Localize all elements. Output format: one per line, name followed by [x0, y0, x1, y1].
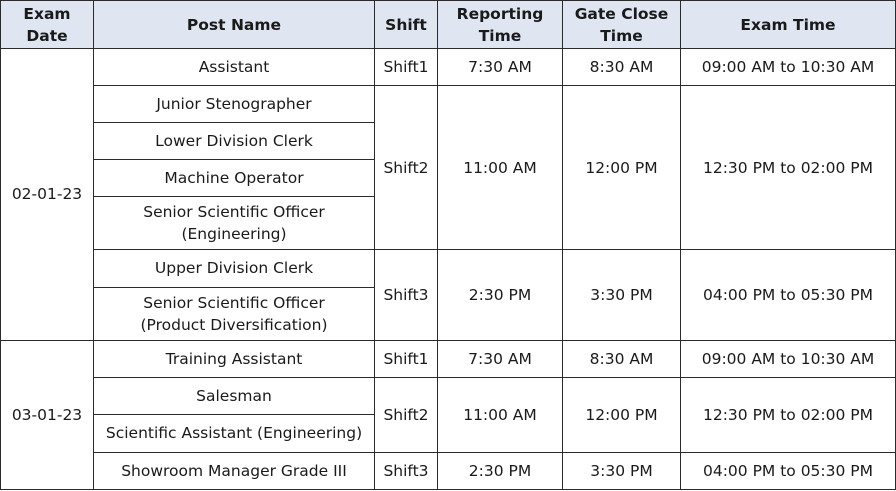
post-name-cell	[94, 452, 375, 489]
post-name-cell-text: Salesman	[196, 386, 272, 405]
post-name-cell-text: Training Assistant	[165, 349, 303, 368]
table-row	[1, 250, 896, 287]
shift-cell	[375, 86, 438, 250]
exam-date-cell-text: 02-01-23	[11, 185, 83, 204]
exam-time-cell	[681, 86, 896, 250]
header-reporting-time	[438, 1, 563, 49]
reporting-time-cell	[438, 86, 563, 250]
header-post-name	[94, 1, 375, 49]
header-reporting-time-label: Reporting Time	[456, 4, 544, 45]
table-row	[1, 86, 896, 123]
post-name-cell-text: Senior Scientific Officer (Engineering)	[143, 203, 325, 244]
reporting-time-cell	[438, 377, 563, 452]
post-name-cell	[94, 160, 375, 197]
post-name-cell-text: Assistant	[198, 58, 270, 77]
table-row	[1, 452, 896, 489]
gate-close-time-cell	[563, 86, 681, 250]
exam-time-cell-text: 04:00 PM to 05:30 PM	[702, 461, 874, 480]
shift-cell-text: Shift1	[383, 349, 429, 368]
shift-cell-text: Shift3	[383, 461, 429, 480]
exam-date-cell	[1, 340, 94, 489]
table-row	[1, 340, 896, 377]
exam-date-cell	[1, 49, 94, 341]
exam-time-cell-text: 09:00 AM to 10:30 AM	[701, 58, 875, 77]
header-exam-date	[1, 1, 94, 49]
post-name-cell-text: Machine Operator	[164, 169, 304, 188]
post-name-cell	[94, 197, 375, 250]
header-row	[1, 1, 896, 49]
reporting-time-cell-text: 2:30 PM	[468, 286, 532, 305]
shift-cell	[375, 250, 438, 340]
gate-close-time-cell-text: 3:30 PM	[590, 286, 653, 305]
shift-cell	[375, 452, 438, 489]
post-name-cell	[94, 49, 375, 86]
shift-cell	[375, 340, 438, 377]
exam-time-cell	[681, 49, 896, 86]
header-gate-close-time	[563, 1, 681, 49]
shift-cell-text: Shift2	[383, 158, 429, 177]
post-name-cell	[94, 340, 375, 377]
exam-time-cell	[681, 377, 896, 452]
shift-cell-text: Shift3	[383, 286, 429, 305]
exam-date-cell-text: 03-01-23	[11, 405, 83, 424]
post-name-cell	[94, 123, 375, 160]
reporting-time-cell	[438, 49, 563, 86]
reporting-time-cell-text: 7:30 AM	[468, 58, 532, 77]
gate-close-time-cell-text: 8:30 AM	[589, 349, 654, 368]
shift-cell-text: Shift1	[383, 58, 429, 77]
reporting-time-cell	[438, 250, 563, 340]
header-shift	[375, 1, 438, 49]
post-name-cell-text: Showroom Manager Grade III	[121, 461, 347, 480]
gate-close-time-cell-text: 3:30 PM	[590, 461, 653, 480]
gate-close-time-cell	[563, 250, 681, 340]
gate-close-time-cell	[563, 340, 681, 377]
shift-cell-text: Shift2	[383, 405, 429, 424]
reporting-time-cell	[438, 340, 563, 377]
shift-cell	[375, 377, 438, 452]
table-row	[1, 49, 896, 86]
header-exam-time	[681, 1, 896, 49]
reporting-time-cell-text: 7:30 AM	[468, 349, 532, 368]
gate-close-time-cell-text: 12:00 PM	[585, 158, 658, 177]
gate-close-time-cell	[563, 452, 681, 489]
exam-time-cell	[681, 340, 896, 377]
post-name-cell	[94, 377, 375, 414]
shift-cell	[375, 49, 438, 86]
reporting-time-cell-text: 11:00 AM	[463, 158, 537, 177]
header-shift-label: Shift	[385, 15, 427, 34]
exam-time-cell-text: 12:30 PM to 02:00 PM	[702, 158, 874, 177]
gate-close-time-cell	[563, 49, 681, 86]
gate-close-time-cell	[563, 377, 681, 452]
post-name-cell-text: Lower Division Clerk	[155, 132, 313, 151]
exam-time-cell-text: 09:00 AM to 10:30 AM	[701, 349, 875, 368]
header-gate-close-time-label: Gate Close Time	[574, 4, 669, 45]
gate-close-time-cell-text: 8:30 AM	[589, 58, 654, 77]
exam-time-cell	[681, 250, 896, 340]
post-name-cell	[94, 287, 375, 340]
post-name-cell	[94, 86, 375, 123]
reporting-time-cell	[438, 452, 563, 489]
post-name-cell-text: Senior Scientific Officer (Product Diversification)	[140, 293, 328, 334]
gate-close-time-cell-text: 12:00 PM	[585, 405, 658, 424]
reporting-time-cell-text: 11:00 AM	[463, 405, 537, 424]
header-exam-date-label: Exam Date	[23, 4, 71, 45]
table-row	[1, 377, 896, 414]
exam-time-cell-text: 12:30 PM to 02:00 PM	[702, 405, 874, 424]
post-name-cell	[94, 414, 375, 452]
exam-time-cell-text: 04:00 PM to 05:30 PM	[702, 286, 874, 305]
header-exam-time-label: Exam Time	[740, 15, 836, 34]
post-name-cell-text: Scientific Assistant (Engineering)	[105, 424, 363, 443]
exam-time-cell	[681, 452, 896, 489]
header-post-name-label: Post Name	[186, 15, 282, 34]
reporting-time-cell-text: 2:30 PM	[468, 461, 532, 480]
post-name-cell	[94, 250, 375, 287]
post-name-cell-text: Upper Division Clerk	[154, 259, 314, 278]
schedule-body	[1, 49, 896, 490]
post-name-cell-text: Junior Stenographer	[156, 95, 312, 114]
